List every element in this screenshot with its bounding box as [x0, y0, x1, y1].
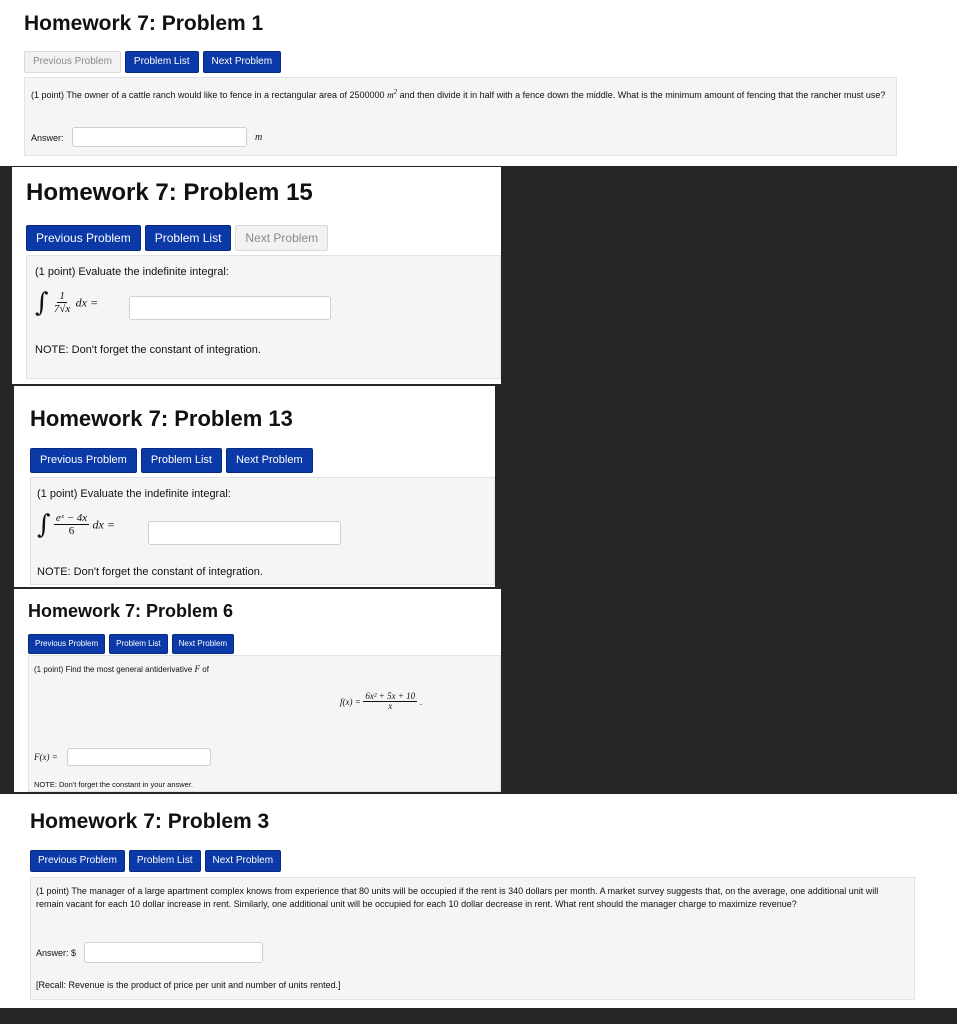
answer-input[interactable] — [84, 942, 263, 963]
f-lhs: f(x) = — [340, 697, 361, 708]
problem-15-panel — [12, 167, 501, 384]
next-problem-button[interactable]: Next Problem — [235, 225, 328, 251]
problem-nav — [26, 225, 328, 251]
dx-equals: dx = — [75, 295, 99, 310]
problem-body — [24, 77, 897, 156]
unit-label: m — [255, 132, 263, 143]
problem-body — [28, 655, 501, 792]
problem-1-panel — [0, 0, 957, 166]
problem-13-panel — [14, 386, 495, 587]
problem-list-button[interactable]: Problem List — [129, 850, 201, 872]
function-expression — [340, 692, 422, 712]
answer-input[interactable] — [129, 296, 331, 320]
next-problem-button[interactable]: Next Problem — [203, 51, 282, 73]
problem-text: (1 point) The manager of a large apartment complex knows from experience that 80 units will be occupied if the rent is 340 dollars per month. A market survey suggests that, on the average, one additional unit will remain vacant for each 10 dollar increase in rent. Similarly, one additional unit will be occupied for each 10 dollar decrease in rent. What rent should the manager charge to maximize revenue? — [36, 886, 879, 909]
function-period: . — [419, 697, 423, 708]
previous-problem-button[interactable]: Previous Problem — [28, 634, 105, 654]
answer-input[interactable] — [148, 521, 341, 545]
previous-problem-button[interactable]: Previous Problem — [24, 51, 121, 73]
problem-list-button[interactable]: Problem List — [145, 225, 232, 251]
integral-sign: ∫ — [37, 510, 51, 540]
problem-prompt: (1 point) Evaluate the indefinite integral: — [37, 488, 231, 500]
problem-body — [30, 477, 495, 585]
area-unit-m: m — [387, 90, 394, 100]
page-title: Homework 7: Problem 1 — [24, 12, 264, 35]
problem-list-button[interactable]: Problem List — [125, 51, 199, 73]
integral-expression — [37, 510, 115, 540]
problem-body — [26, 255, 501, 379]
next-problem-button[interactable]: Next Problem — [226, 448, 313, 473]
problem-text — [31, 86, 889, 102]
page-title: Homework 7: Problem 15 — [26, 179, 313, 206]
page-title: Homework 7: Problem 13 — [30, 406, 293, 431]
integrand-numerator: eˣ − 4x — [55, 511, 88, 524]
problem-nav — [30, 448, 313, 473]
problem-nav — [28, 634, 234, 654]
integrand-fraction — [52, 291, 72, 316]
next-problem-button[interactable]: Next Problem — [172, 634, 234, 654]
problem-list-button[interactable]: Problem List — [109, 634, 167, 654]
next-problem-button[interactable]: Next Problem — [205, 850, 282, 872]
dx-equals: dx = — [92, 517, 115, 532]
answer-label: Answer: $ — [36, 948, 77, 958]
problem-nav — [30, 850, 281, 872]
function-numerator: 6x² + 5x + 10 — [365, 691, 416, 701]
integrand-fraction — [54, 513, 89, 538]
problem-6-panel — [14, 589, 501, 792]
integral-expression — [35, 288, 98, 318]
answer-label: Answer: — [31, 133, 64, 143]
problem-text-part-a: (1 point) The owner of a cattle ranch would like to fence in a rectangular area of 2500000 — [31, 90, 385, 100]
previous-problem-button[interactable]: Previous Problem — [30, 850, 125, 872]
problem-prompt — [34, 664, 209, 674]
answer-input[interactable] — [67, 748, 211, 766]
prompt-text: (1 point) Find the most general antiderivative — [34, 665, 193, 674]
area-unit-exponent: 2 — [393, 88, 398, 96]
note-text: NOTE: Don't forget the constant in your answer. — [34, 780, 194, 789]
problem-body — [30, 877, 915, 1000]
page-title: Homework 7: Problem 6 — [28, 601, 234, 621]
previous-problem-button[interactable]: Previous Problem — [26, 225, 141, 251]
problem-nav — [24, 51, 281, 73]
page-title: Homework 7: Problem 3 — [30, 810, 270, 833]
integrand-denominator: 6 — [68, 525, 75, 538]
answer-input[interactable] — [72, 127, 247, 147]
problem-3-panel — [0, 794, 957, 1008]
recall-note: [Recall: Revenue is the product of price per unit and number of units rented.] — [36, 980, 341, 990]
problem-list-button[interactable]: Problem List — [141, 448, 222, 473]
F-lhs: F(x) = — [34, 752, 58, 762]
previous-problem-button[interactable]: Previous Problem — [30, 448, 137, 473]
note-text: NOTE: Don't forget the constant of integration. — [37, 566, 263, 578]
antiderivative-symbol: F — [194, 664, 201, 674]
area-unit — [387, 90, 397, 100]
problem-text-part-b: and then divide it in half with a fence down the middle. What is the minimum amount of fencing that the rancher must use? — [399, 90, 886, 100]
function-denominator: x — [388, 701, 393, 712]
note-text: NOTE: Don't forget the constant of integration. — [35, 344, 261, 356]
problem-prompt: (1 point) Evaluate the indefinite integral: — [35, 266, 229, 278]
integrand-numerator: 1 — [59, 289, 65, 302]
function-fraction — [363, 692, 417, 712]
prompt-of: of — [202, 665, 209, 674]
integrand-denominator: 7√x — [53, 303, 71, 316]
integral-sign: ∫ — [35, 288, 49, 318]
